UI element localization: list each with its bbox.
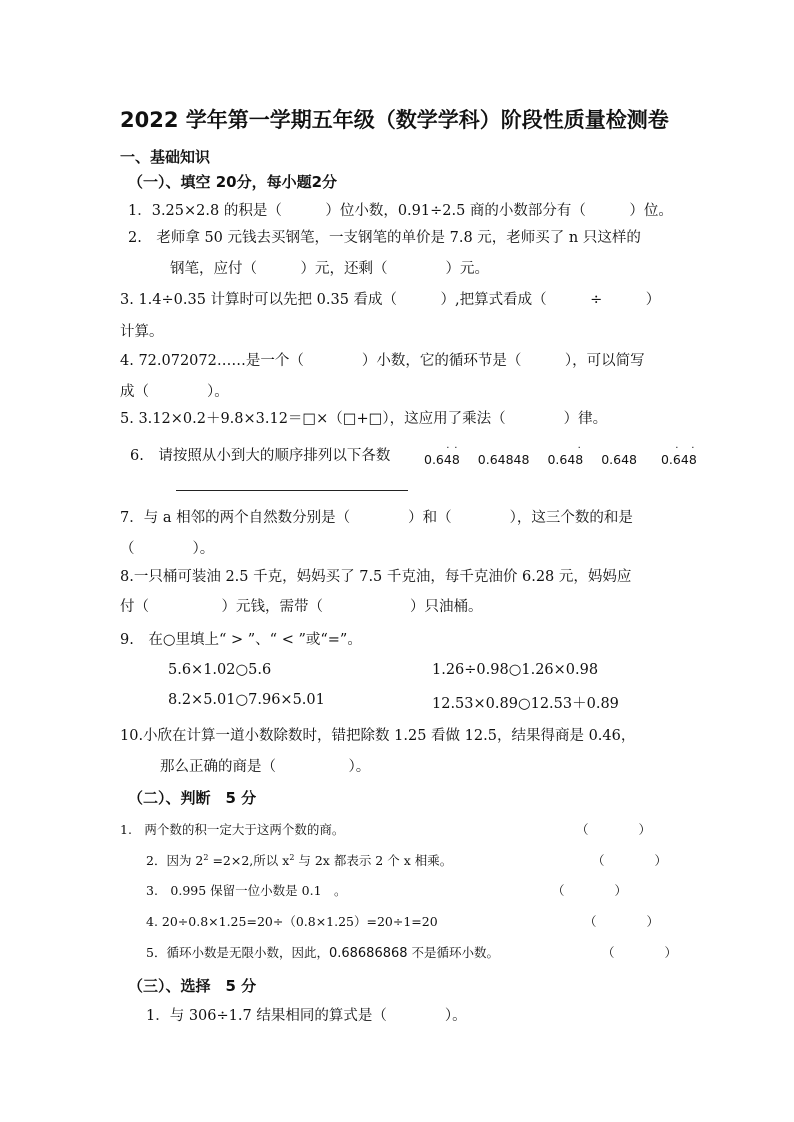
question-4-line2: 成（ ）。 <box>120 384 229 400</box>
number-0.648-repeating-8: 0.64 · 8 <box>547 443 584 467</box>
comparison-item-4: 12.53×0.89○12.53＋0.89 <box>432 696 619 712</box>
question-5: 5. 3.12×0.2＋9.8×3.12＝□×（□+□），这应用了乘法（ ）律。 <box>120 411 608 427</box>
question-10-line2: 那么正确的商是（ ）。 <box>160 759 371 775</box>
page-title: 2022 学年第一学期五年级（数学学科）阶段性质量检测卷 <box>120 108 669 132</box>
question-3-line1: 3. 1.4÷0.35 计算时可以先把 0.35 看成（ ）,把算式看成（ ÷ ） <box>120 292 661 308</box>
comparison-item-2: 1.26÷0.98○1.26×0.98 <box>432 662 599 678</box>
number-0.648: 0.648 <box>601 452 637 467</box>
part-true-false-heading: （二）、判断 5 分 <box>128 789 257 807</box>
question-10-line1: 10.小欣在计算一道小数除数时，错把除数 1.25 看做 12.5，结果得商是 0.46， <box>120 728 636 744</box>
judge-5: 5．循环小数是无限小数，因此，0.68686868 不是循环小数。 <box>146 945 500 961</box>
judge-3: 3. 0.995 保留一位小数是 0.1 。 <box>146 883 347 898</box>
question-9: 9. 在○里填上“ > ”、“ < ”或“=”。 <box>120 632 362 648</box>
number-sequence <box>424 443 697 467</box>
answer-line <box>176 490 408 491</box>
judge-1-answer: （ ） <box>576 822 652 837</box>
judge-2: 2．因为 $2^2 =2\times 2$,所以 $x^2$ 与 2x 都表示 2 个 x 相乘。 <box>146 852 453 868</box>
question-4-line1: 4. 72.072072……是一个（ ）小数，它的循环节是（ ），可以简写 <box>120 353 645 369</box>
question-2-line2: 钢笔，应付（ ）元，还剩（ ）元。 <box>170 261 489 277</box>
judge-5-answer: （ ） <box>602 945 678 960</box>
part-multiple-choice-heading: （三）、选择 5 分 <box>128 977 257 995</box>
number-0.648-repeating-648: 0. · 64 · 8 <box>660 443 697 467</box>
question-6: 6. 请按照从小到大的顺序排列以下各数 <box>130 448 391 464</box>
judge-2-answer: （ ） <box>592 853 668 868</box>
comparison-item-3: 8.2×5.01○7.96×5.01 <box>168 692 325 708</box>
number-0.648-repeating-48: 0.6 · 4 · 8 <box>424 443 460 467</box>
question-2-line1: 2. 老师拿 50 元钱去买钢笔，一支钢笔的单价是 7.8 元，老师买了 n 只这样的 <box>128 230 641 246</box>
question-7-line1: 7．与 a 相邻的两个自然数分别是（ ）和（ ），这三个数的和是 <box>120 510 633 526</box>
question-3-line2: 计算。 <box>120 324 164 340</box>
judge-1: 1. 两个数的积一定大于这两个数的商。 <box>120 822 345 837</box>
choice-question-1: 1．与 306÷1.7 结果相同的算式是（ ）。 <box>146 1008 467 1024</box>
question-7-line2: （ ）。 <box>120 541 215 557</box>
judge-4: 4. 20÷0.8×1.25=20÷（0.8×1.25）=20÷1=20 <box>146 914 438 929</box>
number-0.64848: 0.64848 <box>477 452 530 467</box>
comparison-item-1: 5.6×1.02○5.6 <box>168 662 272 678</box>
question-8-line2: 付（ ）元钱，需带（ ）只油桶。 <box>120 599 483 615</box>
question-8-line1: 8.一只桶可装油 2.5 千克，妈妈买了 7.5 千克油，每千克油价 6.28 元，妈妈应 <box>120 569 632 585</box>
judge-3-answer: （ ） <box>552 883 628 898</box>
judge-4-answer: （ ） <box>584 914 660 929</box>
question-1: 1．3.25×2.8 的积是（ ）位小数，0.91÷2.5 商的小数部分有（ ）位。 <box>128 203 673 219</box>
section-basic-knowledge: 一、基础知识 <box>120 148 211 166</box>
part-fill-blank-heading: （一）、填空 20分，每小题2分 <box>128 173 338 191</box>
